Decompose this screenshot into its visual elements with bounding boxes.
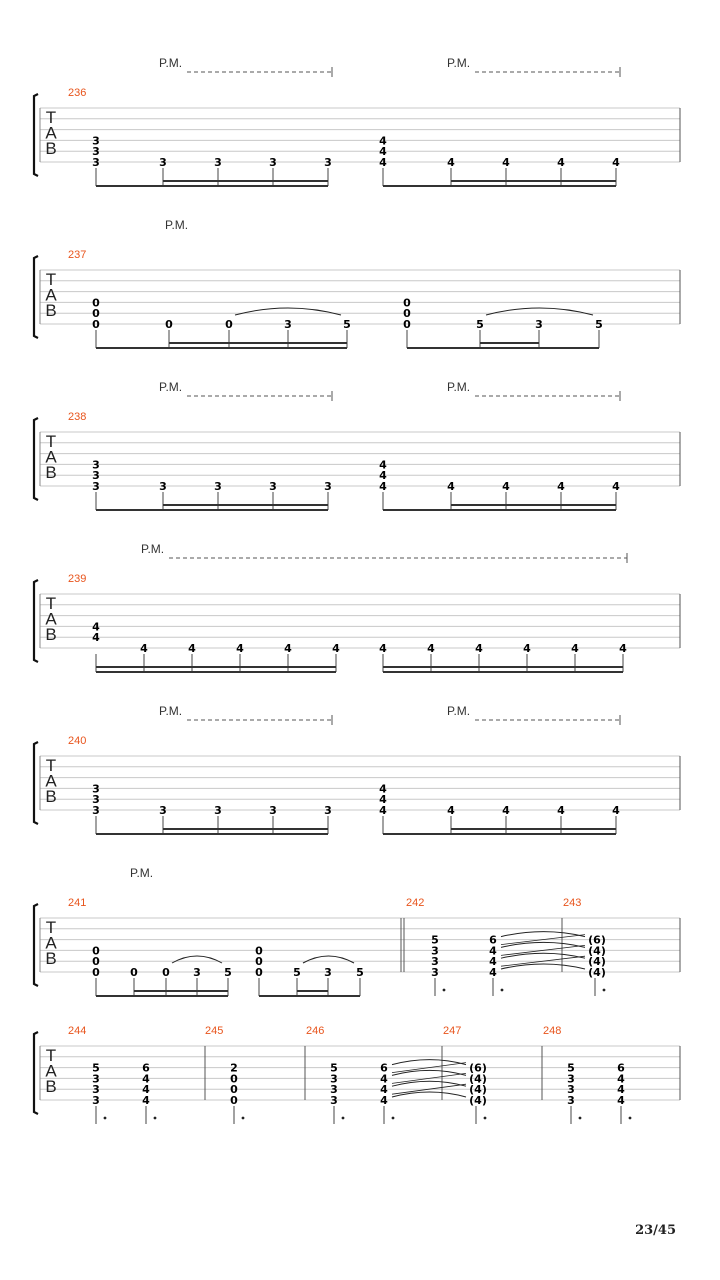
- fret-number: (4): [588, 944, 606, 958]
- page-number: 23/45: [635, 1223, 676, 1238]
- tab-clef-letter: B: [45, 949, 57, 968]
- fret-number: 5: [224, 966, 232, 979]
- fret-number: 0: [130, 966, 138, 979]
- tie: [303, 956, 354, 963]
- fret-number: 4: [617, 1094, 625, 1107]
- measure-number: 238: [68, 411, 87, 423]
- fret-number: 4: [447, 480, 455, 493]
- fret-number: 2: [230, 1061, 238, 1075]
- measure-number: 237: [68, 249, 87, 261]
- fret-number: 4: [427, 642, 435, 655]
- fret-number: 5: [343, 318, 351, 331]
- fret-number: 3: [214, 804, 222, 817]
- rhythm-dot: [484, 1117, 487, 1120]
- fret-number: 0: [92, 307, 100, 321]
- fret-number: 0: [403, 307, 411, 321]
- tab-system: [34, 56, 680, 186]
- fret-number: 4: [379, 156, 387, 169]
- fret-number: 3: [193, 966, 201, 979]
- fret-number: 4: [379, 134, 387, 148]
- fret-number: 0: [225, 318, 233, 331]
- fret-number: 3: [159, 480, 167, 493]
- tab-clef-letter: T: [45, 756, 57, 775]
- fret-number: 5: [356, 966, 364, 979]
- fret-number: 0: [92, 318, 100, 331]
- fret-number: 5: [476, 318, 484, 331]
- fret-number: 5: [92, 1061, 100, 1075]
- palm-mute-label: P.M.: [130, 866, 154, 880]
- tab-clef-letter: T: [45, 432, 57, 451]
- fret-number: 4: [557, 480, 565, 493]
- fret-number: 0: [92, 296, 100, 310]
- fret-number: 4: [489, 944, 497, 958]
- fret-number: 3: [330, 1083, 338, 1097]
- fret-number: 3: [159, 804, 167, 817]
- fret-number: 4: [617, 1072, 625, 1086]
- tab-clef-letter: B: [45, 301, 57, 320]
- fret-number: 0: [255, 944, 263, 958]
- fret-number: 4: [617, 1083, 625, 1097]
- fret-number: 3: [269, 804, 277, 817]
- fret-number: (4): [469, 1083, 487, 1097]
- fret-number: 4: [502, 156, 510, 169]
- fret-number: 4: [475, 642, 483, 655]
- fret-number: 3: [269, 156, 277, 169]
- fret-number: 3: [431, 944, 439, 958]
- fret-number: 3: [92, 145, 100, 159]
- fret-number: 0: [165, 318, 173, 331]
- fret-number: 3: [330, 1072, 338, 1086]
- fret-number: 4: [379, 458, 387, 472]
- fret-number: 6: [380, 1061, 388, 1075]
- fret-number: 0: [162, 966, 170, 979]
- fret-number: 4: [379, 480, 387, 493]
- rhythm-dot: [154, 1117, 157, 1120]
- fret-number: 4: [502, 480, 510, 493]
- fret-number: 3: [92, 134, 100, 148]
- palm-mute-label: P.M.: [447, 380, 471, 394]
- fret-number: 3: [214, 156, 222, 169]
- palm-mute-label: P.M.: [159, 704, 183, 718]
- fret-number: 4: [140, 642, 148, 655]
- tab-clef-letter: B: [45, 463, 57, 482]
- fret-number: 0: [230, 1094, 238, 1107]
- fret-number: 4: [380, 1083, 388, 1097]
- palm-mute-label: P.M.: [159, 56, 183, 70]
- fret-number: (6): [588, 933, 606, 947]
- fret-number: 4: [571, 642, 579, 655]
- measure-number: 246: [306, 1025, 325, 1037]
- fret-number: 4: [557, 156, 565, 169]
- fret-number: 4: [612, 804, 620, 817]
- fret-number: 5: [293, 966, 301, 979]
- tab-clef-letter: T: [45, 594, 57, 613]
- fret-number: 3: [431, 966, 439, 979]
- tab-system: [34, 866, 680, 996]
- fret-number: 4: [188, 642, 196, 655]
- measure-number: 243: [563, 897, 582, 909]
- palm-mute-label: P.M.: [447, 704, 471, 718]
- fret-number: 3: [431, 955, 439, 969]
- fret-number: 3: [92, 1072, 100, 1086]
- fret-number: 4: [380, 1072, 388, 1086]
- fret-number: 4: [447, 156, 455, 169]
- tab-system: [34, 704, 680, 834]
- rhythm-dot: [392, 1117, 395, 1120]
- fret-number: 5: [431, 933, 439, 947]
- system-bracket: [34, 742, 38, 824]
- rhythm-dot: [342, 1117, 345, 1120]
- rhythm-dot: [579, 1117, 582, 1120]
- fret-number: 6: [489, 933, 497, 947]
- fret-number: 4: [447, 804, 455, 817]
- fret-number: (4): [469, 1072, 487, 1086]
- fret-number: 3: [92, 469, 100, 483]
- fret-number: (4): [469, 1094, 487, 1107]
- measure-number: 244: [68, 1025, 87, 1037]
- fret-number: 3: [567, 1083, 575, 1097]
- measure-number: 239: [68, 573, 87, 585]
- fret-number: 3: [567, 1072, 575, 1086]
- fret-number: 4: [619, 642, 627, 655]
- tab-system: [34, 380, 680, 510]
- system-bracket: [34, 580, 38, 662]
- system-bracket: [34, 904, 38, 986]
- fret-number: 4: [379, 642, 387, 655]
- fret-number: 0: [230, 1072, 238, 1086]
- tab-clef-letter: A: [45, 285, 57, 305]
- fret-number: 4: [612, 156, 620, 169]
- fret-number: (4): [588, 955, 606, 969]
- fret-number: 4: [92, 631, 100, 645]
- fret-number: 3: [214, 480, 222, 493]
- tie: [235, 308, 341, 315]
- fret-number: 0: [92, 966, 100, 979]
- measure-number: 248: [543, 1025, 562, 1037]
- tie: [172, 956, 222, 963]
- rhythm-dot: [242, 1117, 245, 1120]
- fret-number: 4: [489, 955, 497, 969]
- fret-number: 3: [269, 480, 277, 493]
- fret-number: 3: [92, 458, 100, 472]
- tab-clef-letter: A: [45, 123, 57, 143]
- rhythm-dot: [443, 989, 446, 992]
- fret-number: 3: [92, 1083, 100, 1097]
- fret-number: 4: [557, 804, 565, 817]
- palm-mute-label: P.M.: [447, 56, 471, 70]
- system-bracket: [34, 1032, 38, 1114]
- fret-number: 4: [236, 642, 244, 655]
- fret-number: 4: [502, 804, 510, 817]
- measure-number: 247: [443, 1025, 462, 1037]
- rhythm-dot: [629, 1117, 632, 1120]
- tab-clef-letter: B: [45, 139, 57, 158]
- fret-number: 5: [595, 318, 603, 331]
- tab-clef-letter: T: [45, 270, 57, 289]
- fret-number: 4: [380, 1094, 388, 1107]
- tab-system: [34, 1025, 680, 1124]
- fret-number: 0: [255, 966, 263, 979]
- tab-clef-letter: A: [45, 609, 57, 629]
- fret-number: 3: [92, 804, 100, 817]
- tab-clef-letter: B: [45, 1077, 57, 1096]
- fret-number: 3: [324, 156, 332, 169]
- fret-number: 3: [324, 480, 332, 493]
- tab-clef-letter: A: [45, 447, 57, 467]
- fret-number: 4: [379, 469, 387, 483]
- fret-number: 3: [92, 782, 100, 796]
- fret-number: 3: [324, 804, 332, 817]
- rhythm-dot: [501, 989, 504, 992]
- fret-number: 4: [284, 642, 292, 655]
- fret-number: 4: [379, 793, 387, 807]
- fret-number: 3: [535, 318, 543, 331]
- fret-number: 3: [330, 1094, 338, 1107]
- tab-clef-letter: A: [45, 1061, 57, 1081]
- fret-number: 3: [92, 156, 100, 169]
- fret-number: 6: [617, 1061, 625, 1075]
- fret-number: 0: [403, 318, 411, 331]
- fret-number: 4: [379, 782, 387, 796]
- fret-number: 3: [324, 966, 332, 979]
- tab-clef-letter: T: [45, 108, 57, 127]
- fret-number: 4: [489, 966, 497, 979]
- fret-number: 5: [567, 1061, 575, 1075]
- measure-number: 236: [68, 87, 87, 99]
- tab-system: [34, 542, 680, 672]
- fret-number: 4: [92, 620, 100, 634]
- fret-number: 3: [92, 1094, 100, 1107]
- system-bracket: [34, 418, 38, 500]
- measure-number: 241: [68, 897, 87, 909]
- fret-number: 4: [142, 1094, 150, 1107]
- rhythm-dot: [603, 989, 606, 992]
- fret-number: 0: [230, 1083, 238, 1097]
- fret-number: 0: [255, 955, 263, 969]
- fret-number: 6: [142, 1061, 150, 1075]
- fret-number: 4: [612, 480, 620, 493]
- tab-clef-letter: A: [45, 771, 57, 791]
- palm-mute-label: P.M.: [159, 380, 183, 394]
- rhythm-dot: [104, 1117, 107, 1120]
- fret-number: 4: [142, 1083, 150, 1097]
- tab-system: [34, 218, 680, 348]
- fret-number: 4: [142, 1072, 150, 1086]
- tab-clef-letter: B: [45, 625, 57, 644]
- palm-mute-label: P.M.: [141, 542, 165, 556]
- fret-number: 3: [92, 793, 100, 807]
- fret-number: (4): [588, 966, 606, 979]
- tab-clef-letter: A: [45, 933, 57, 953]
- fret-number: 0: [403, 296, 411, 310]
- palm-mute-label: P.M.: [165, 218, 189, 232]
- fret-number: 4: [332, 642, 340, 655]
- fret-number: 0: [92, 944, 100, 958]
- fret-number: 0: [92, 955, 100, 969]
- fret-number: 3: [567, 1094, 575, 1107]
- fret-number: 4: [379, 804, 387, 817]
- fret-number: 3: [159, 156, 167, 169]
- fret-number: 3: [284, 318, 292, 331]
- tab-clef-letter: T: [45, 1046, 57, 1065]
- system-bracket: [34, 94, 38, 176]
- tie: [486, 308, 593, 315]
- tab-clef-letter: T: [45, 918, 57, 937]
- fret-number: 5: [330, 1061, 338, 1075]
- fret-number: (6): [469, 1061, 487, 1075]
- measure-number: 240: [68, 735, 87, 747]
- fret-number: 4: [379, 145, 387, 159]
- fret-number: 3: [92, 480, 100, 493]
- measure-number: 242: [406, 897, 425, 909]
- measure-number: 245: [205, 1025, 224, 1037]
- tab-clef-letter: B: [45, 787, 57, 806]
- fret-number: 4: [523, 642, 531, 655]
- system-bracket: [34, 256, 38, 338]
